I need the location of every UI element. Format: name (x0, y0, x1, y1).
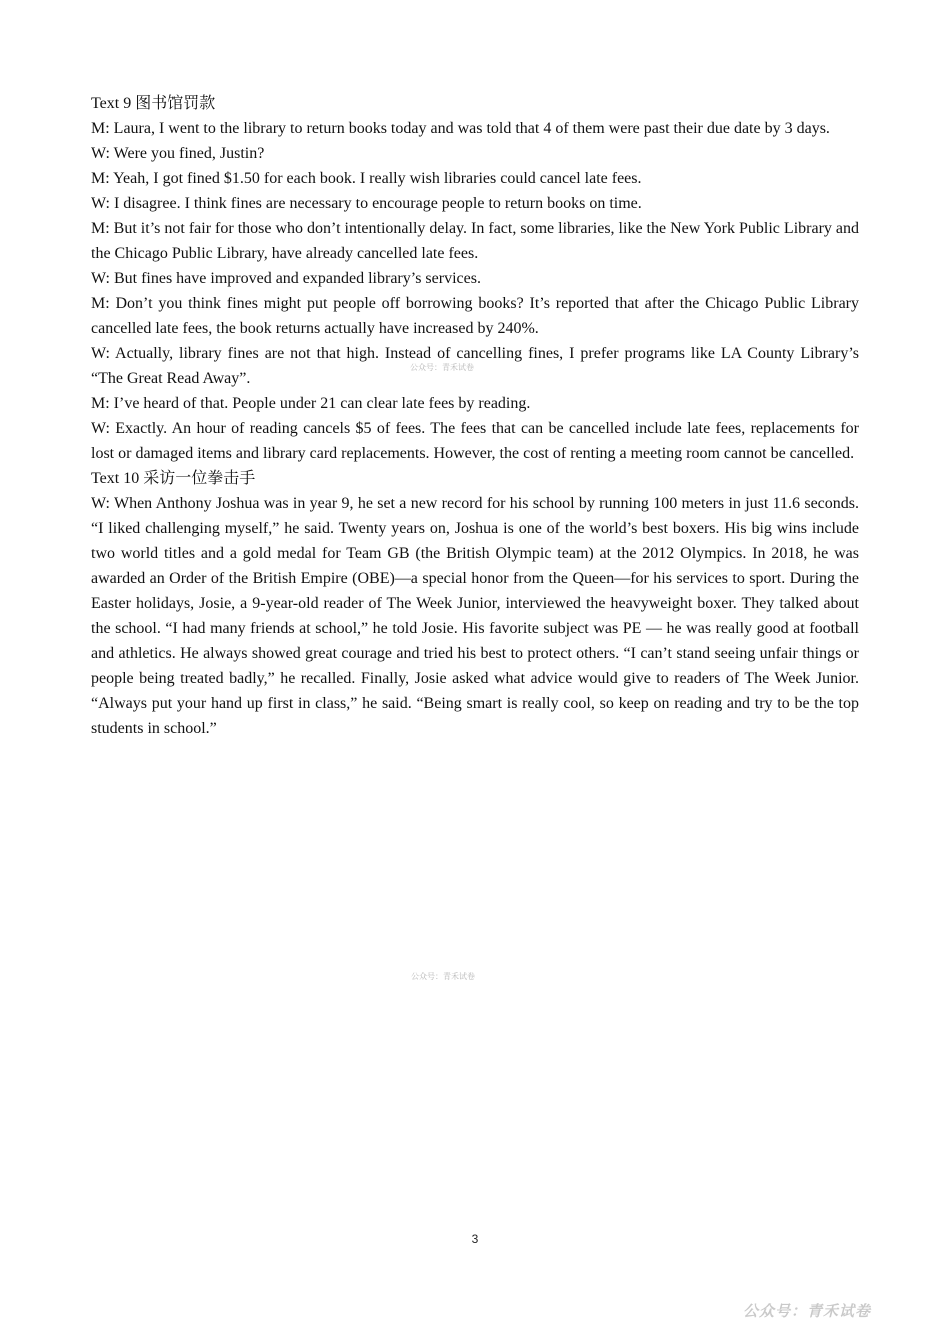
watermark: 公众号：青禾试卷 (411, 972, 475, 981)
dialogue-line: M: Yeah, I got fined $1.50 for each book. I really wish libraries could cancel late fees. (91, 170, 642, 187)
section-heading-text9: Text 9 图书馆罚款 (91, 95, 216, 112)
dialogue-line: W: Exactly. An hour of reading cancels $5 of fees. The fees that can be cancelled include late fees, replacements for lost or damaged items and library card replacements. However, the cost of renting a meeting room cannot be cancelled. (91, 420, 859, 462)
monologue-paragraph: W: When Anthony Joshua was in year 9, he set a new record for his school by running 100 meters in just 11.6 seconds. “I liked challenging myself,” he said. Twenty years on, Joshua is one of the world’s best boxers. His big wins include two world titles and a gold medal for Team GB (the British Olympic team) at the 2012 Olympics. In 2018, he was awarded an Order of the British Empire (OBE)—a special honor from the Queen—for his services to sport. During the Easter holidays, Josie, a 9-year-old reader of The Week Junior, interviewed the heavyweight boxer. They talked about the school. “I had many friends at school,” he told Josie. His favorite subject was PE — he was really good at football and athletics. He always showed great courage and tried his best to protect others. “I can’t stand seeing unfair things or people being treated badly,” he recalled. Finally, Josie asked what advice would give to readers of The Week Junior. “Always put your hand up first in class,” he said. “Being smart is really cool, so keep on reading and try to be the top students in school.” (91, 495, 859, 737)
dialogue-line: M: Laura, I went to the library to return books today and was told that 4 of them were past their due date by 3 days. (91, 120, 830, 137)
dialogue-line: M: I’ve heard of that. People under 21 can clear late fees by reading. (91, 395, 531, 412)
dialogue-line: W: But fines have improved and expanded library’s services. (91, 270, 481, 287)
dialogue-line: W: I disagree. I think fines are necessary to encourage people to return books on time. (91, 195, 642, 212)
dialogue-line: M: But it’s not fair for those who don’t intentionally delay. In fact, some libraries, like the New York Public Library and the Chicago Public Library, have already cancelled late fees. (91, 220, 859, 262)
section-heading-text10: Text 10 采访一位拳击手 (91, 470, 256, 487)
dialogue-line: W: Were you fined, Justin? (91, 145, 265, 162)
document-body (91, 91, 859, 741)
watermark: 公众号：青禾试卷 (743, 1302, 872, 1320)
page-number: 3 (471, 1232, 479, 1246)
watermark: 公众号：青禾试卷 (410, 363, 474, 372)
dialogue-line: M: Don’t you think fines might put people off borrowing books? It’s reported that after the Chicago Public Library cancelled late fees, the book returns actually have increased by 240%. (91, 295, 859, 337)
dialogue-line: W: Actually, library fines are not that high. Instead of cancelling fines, I prefer programs like LA County Library’s “The Great Read Away”. (91, 345, 859, 387)
